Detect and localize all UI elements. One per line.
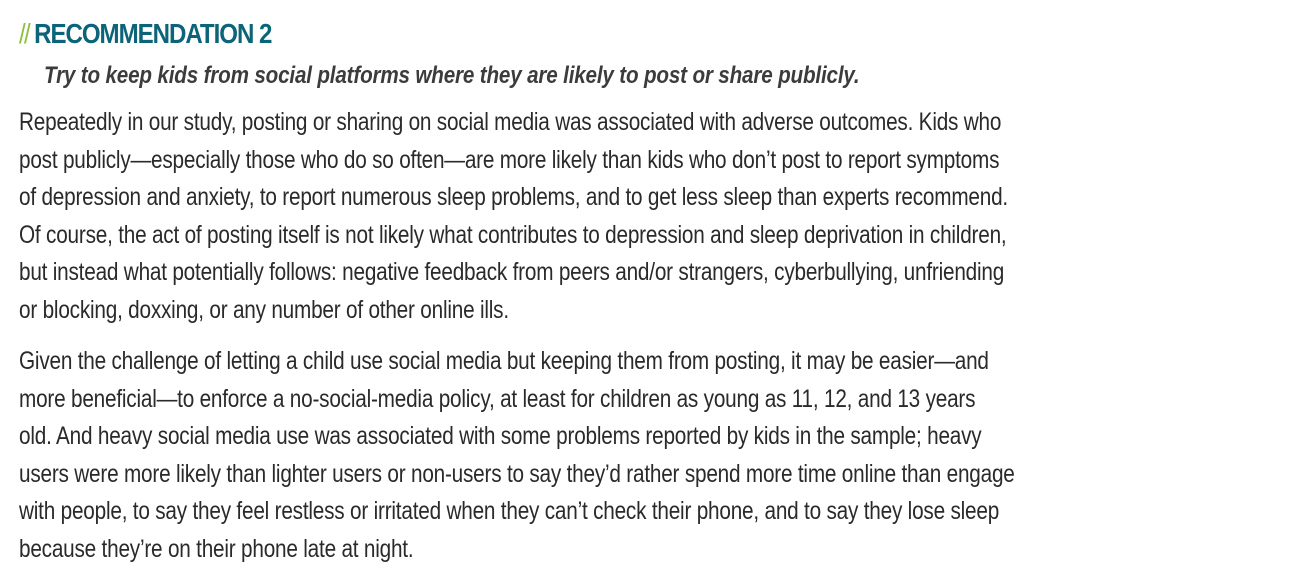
paragraph-line: Repeatedly in our study, posting or sharing on social media was associated with adverse outcomes. Kids who [19,108,1002,136]
heading-slashes: // [19,18,29,49]
paragraph-line: old. And heavy social media use was associated with some problems reported by kids in the sample; heavy [19,422,982,450]
paragraph-line: with people, to say they feel restless or irritated when they can’t check their phone, and to say they lose sleep [19,497,1000,525]
paragraph-1 [19,104,1294,329]
paragraph-line: Of course, the act of posting itself is not likely what contributes to depression and sleep deprivation in children, [19,220,1007,249]
paragraph-line: because they’re on their phone late at night. [19,534,414,563]
paragraph-line: of depression and anxiety, to report numerous sleep problems, and to get less sleep than experts recommend. [19,183,1008,211]
paragraph-line: Given the challenge of letting a child use social media but keeping them from posting, it may be easier—and [19,347,989,375]
recommendation-subtitle: Try to keep kids from social platforms where they are likely to post or share publicly. [44,62,860,89]
paragraph-line: more beneficial—to enforce a no-social-media policy, at least for children as young as 11, 12, and 13 years [19,384,976,413]
paragraph-line: users were more likely than lighter users or non-users to say they’d rather spend more time online than engage [19,459,1015,488]
paragraph-2 [19,343,1294,568]
heading-title: RECOMMENDATION 2 [34,18,272,49]
paragraph-line: or blocking, doxxing, or any number of other online ills. [19,295,509,324]
paragraph-line: post publicly—especially those who do so often—are more likely than kids who don’t post to report symptoms [19,145,1000,174]
paragraph-line: but instead what potentially follows: negative feedback from peers and/or strangers, cyberbullying, unfriending [19,258,1005,286]
section-heading [19,16,271,52]
